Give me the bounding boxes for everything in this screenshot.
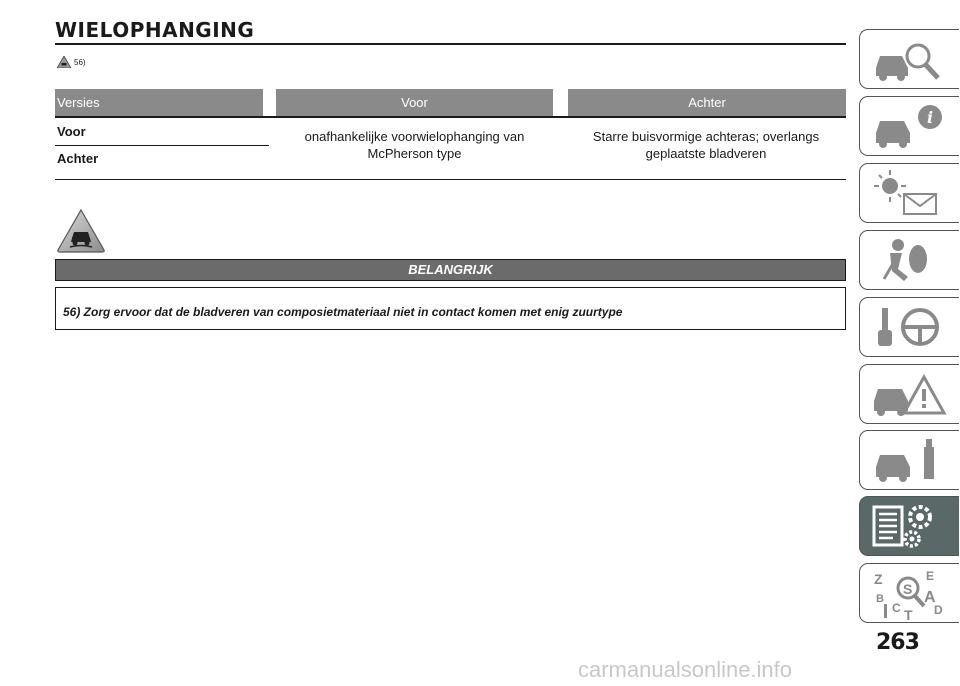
key-steering-icon — [868, 300, 950, 354]
nav-tab-car-info[interactable] — [859, 96, 959, 156]
nav-tab-car-maintenance[interactable] — [859, 430, 959, 490]
car-search-icon — [868, 32, 950, 86]
reference-number: 56) — [74, 57, 86, 67]
nav-tab-car-emergency[interactable] — [859, 364, 959, 424]
title-rule — [55, 43, 846, 45]
watermark: carmanualsonline.info — [578, 657, 793, 682]
svg-text:A: A — [924, 589, 936, 606]
technical-data-icon — [868, 499, 950, 553]
notice-text: 56) Zorg ervoor dat de bladveren van composietmateriaal niet in contact komen met enig zuurtype — [55, 287, 846, 330]
nav-tab-car-search[interactable] — [859, 29, 959, 89]
warning-car-icon — [56, 208, 106, 254]
nav-tab-technical-data[interactable] — [859, 496, 959, 556]
svg-text:i: i — [926, 108, 934, 127]
cell-achter: Starre buisvormige achteras; overlangs geplaatste bladveren — [592, 129, 820, 161]
notice-heading: BELANGRIJK — [55, 259, 846, 281]
reference-note — [57, 56, 86, 68]
nav-tab-airbag-safety[interactable] — [859, 230, 959, 290]
svg-text:D: D — [934, 603, 943, 617]
header-achter: Achter — [568, 89, 846, 116]
warning-car-icon — [57, 56, 71, 68]
section-title: WIELOPHANGING — [55, 18, 255, 42]
nav-tab-alphabetical-index[interactable] — [859, 563, 959, 623]
cell-voor: onafhankelijke voorwielophanging van McPherson type — [304, 129, 525, 161]
car-maintenance-icon — [868, 433, 950, 487]
nav-tab-key-steering[interactable] — [859, 297, 959, 357]
table-bottom-rule — [55, 179, 846, 180]
header-voor: Voor — [276, 89, 553, 116]
table-top-rule — [55, 116, 846, 118]
svg-text:T: T — [904, 607, 913, 620]
alphabetical-index-icon — [868, 566, 950, 620]
svg-text:E: E — [926, 569, 935, 583]
svg-text:Z: Z — [874, 571, 883, 587]
svg-text:C: C — [892, 601, 901, 615]
svg-text:B: B — [876, 593, 884, 605]
row-separator — [55, 145, 269, 146]
airbag-safety-icon — [868, 233, 950, 287]
car-info-icon — [868, 99, 950, 153]
car-emergency-icon — [868, 367, 950, 421]
dashboard-lights-icon — [868, 166, 950, 220]
page-number: 263 — [876, 630, 919, 655]
row-label-voor: Voor — [57, 124, 86, 139]
header-versies: Versies — [55, 89, 263, 116]
row-label-achter: Achter — [57, 151, 99, 166]
svg-text:S: S — [903, 581, 913, 597]
nav-tab-dashboard-lights[interactable] — [859, 163, 959, 223]
